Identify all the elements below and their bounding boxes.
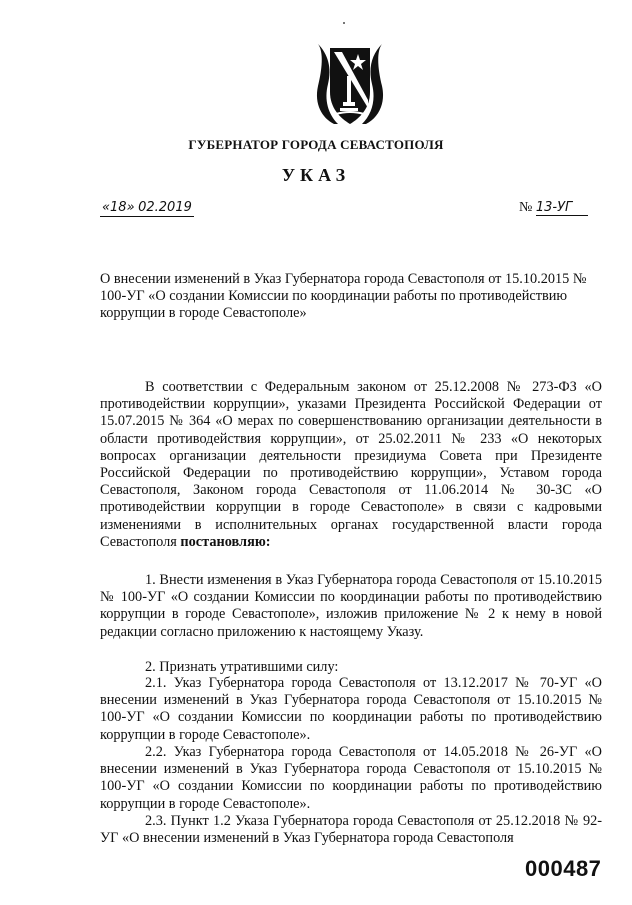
number-value: 13-УГ — [536, 200, 588, 216]
preamble — [100, 379, 602, 551]
date-close-quote: » — [126, 200, 135, 215]
item-2: 2. Признать утратившими силу: — [145, 659, 339, 675]
decree-subject: О внесении изменений в Указ Губернатора города Севастополя от 15.10.2015 № 100-УГ «О создании Комиссии по координации работы по противодействию коррупции в городе Севастополе» — [100, 271, 587, 322]
decree-number — [519, 200, 588, 216]
preamble-text: В соответствии с Федеральным законом от 25.12.2008 № 273-ФЗ «О противодействии коррупции», указами Президента Российской Федерации от 15.07.2015 № 364 «О мерах по совершенствованию организации деятельности в области противодействия коррупции», от 25.02.2011 № 233 «О некоторых вопросах организации деятельности президиума Совета при Президенте Российской Федерации по противодействию коррупции», Уставом города Севастополя, Законом города Севастополя от 11.06.2014 № 30-ЗС «О противодействии коррупции в городе Севастополе» в связи с кадровыми изменениями в исполнительных органах государственной власти города Севастополя — [100, 379, 602, 550]
preamble-decision: постановляю: — [180, 533, 271, 550]
document-type: УКАЗ — [281, 165, 351, 185]
date-month-year: 02.2019 — [138, 200, 192, 215]
decree-date — [100, 200, 194, 217]
date-open-quote: « — [102, 200, 111, 215]
item-2-1: 2.1. Указ Губернатора города Севастополя от 13.12.2017 № 70-УГ «О внесении изменений в Указ Губернатора города Севастополя от 15.10.2015 № 100-УГ «О создании Комиссии по координации работы по противодействию коррупции в городе Севастополе». — [100, 675, 602, 743]
item-1: 1. Внести изменения в Указ Губернатора города Севастополя от 15.10.2015 № 100-УГ «О создании Комиссии по координации работы по противодействию коррупции в городе Севастополе», изложив приложение № 2 к нему в новой редакции согласно приложению к настоящему Указу. — [100, 572, 602, 640]
date-day: 18 — [110, 200, 127, 215]
number-sign: № — [519, 200, 533, 215]
item-2-2: 2.2. Указ Губернатора города Севастополя от 14.05.2018 № 26-УГ «О внесении изменений в Указ Губернатора города Севастополя от 15.10.2015 № 100-УГ «О создании Комиссии по координации работы по противодействию коррупции в городе Севастополе». — [100, 744, 602, 812]
serial-number: 000487 — [525, 856, 602, 881]
issuer-title: ГУБЕРНАТОР ГОРОДА СЕВАСТОПОЛЯ — [188, 137, 444, 152]
item-2-3: 2.3. Пункт 1.2 Указа Губернатора города Севастополя от 25.12.2018 № 92-УГ «О внесении изменений в Указ Губернатора города Севастополя — [100, 813, 602, 847]
scan-speck — [343, 22, 345, 24]
sevastopol-coat-of-arms-icon — [312, 40, 388, 126]
